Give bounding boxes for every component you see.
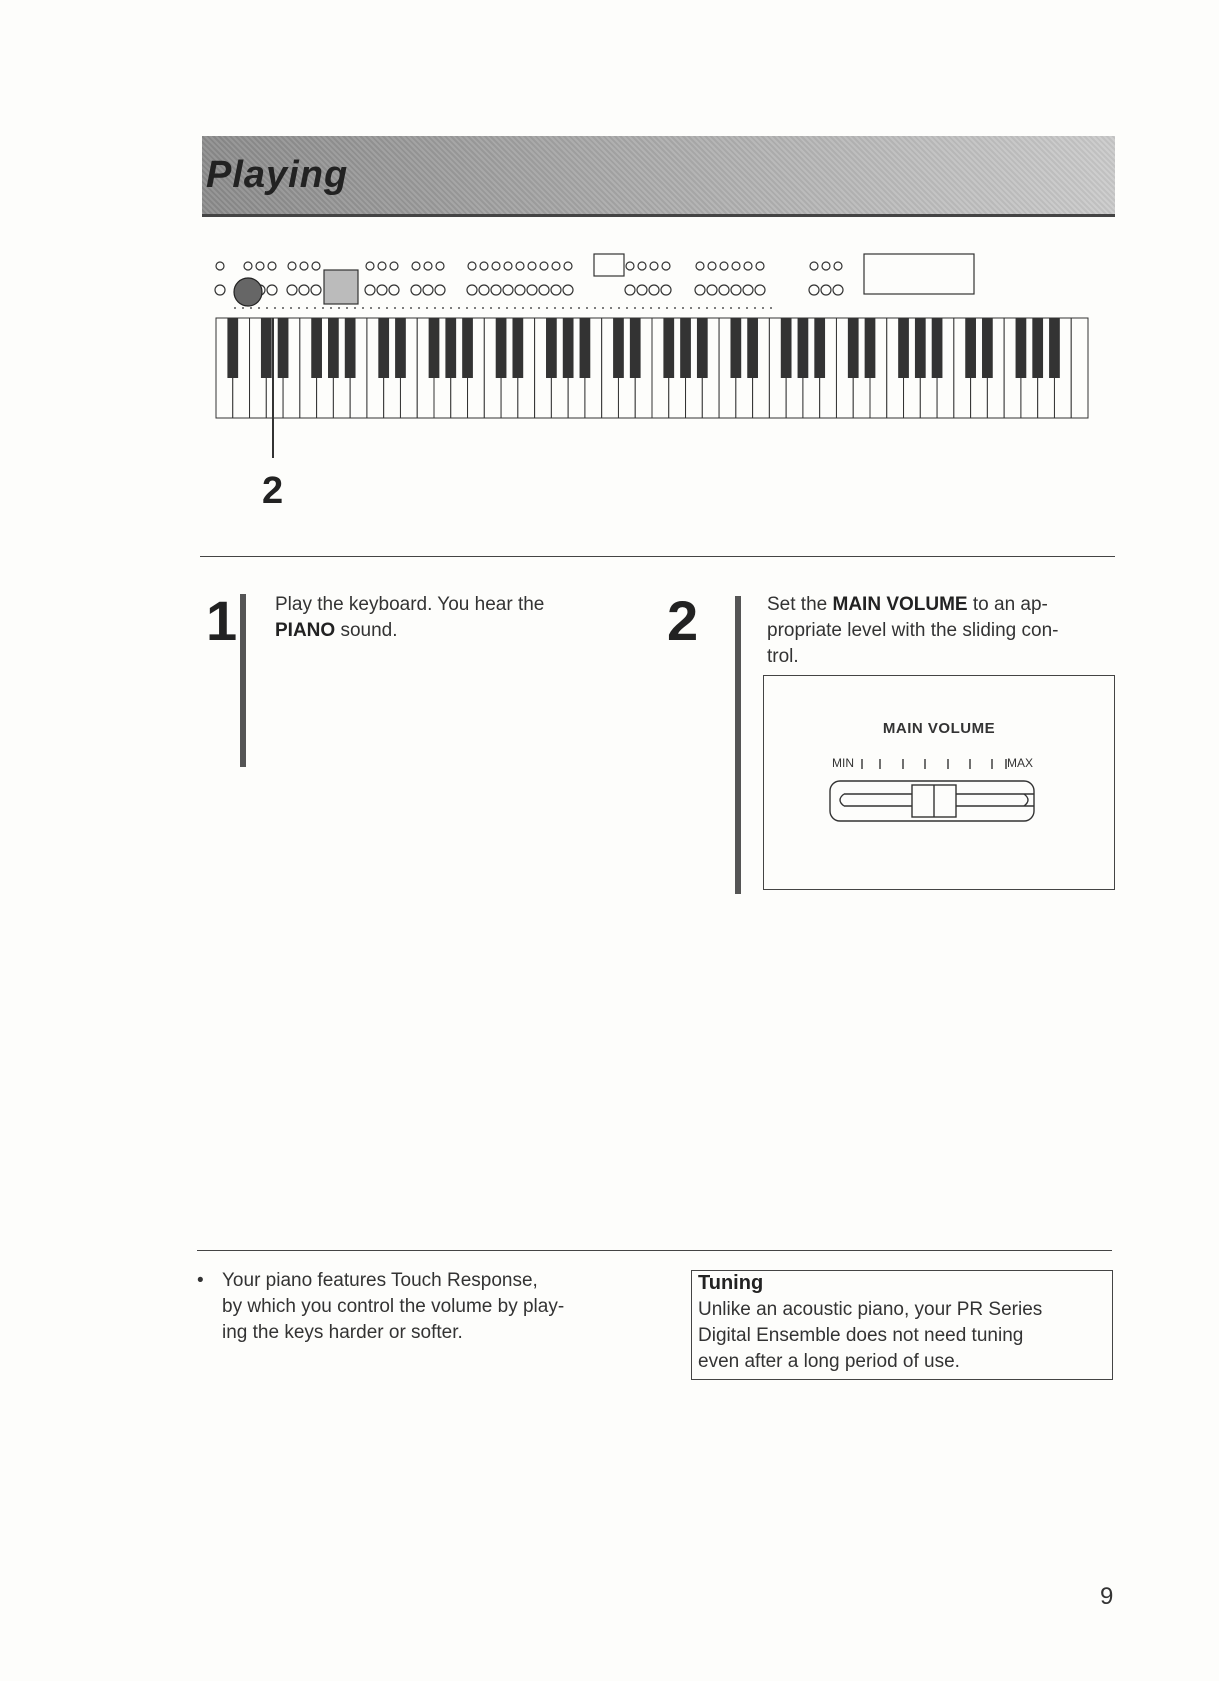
divider-top — [200, 556, 1115, 557]
step-2-line-2: propriate level with the sliding con- — [767, 620, 1059, 641]
volume-min-label: MIN — [832, 756, 854, 770]
black-key — [378, 318, 389, 378]
black-key — [311, 318, 322, 378]
black-key — [982, 318, 993, 378]
black-key — [1049, 318, 1060, 378]
piano-keys — [216, 318, 1088, 418]
panel-button — [256, 262, 264, 270]
black-key — [814, 318, 825, 378]
panel-button — [744, 262, 752, 270]
black-key — [261, 318, 272, 378]
panel-button — [834, 262, 842, 270]
panel-button — [436, 262, 444, 270]
panel-button — [821, 285, 831, 295]
panel-button — [244, 262, 252, 270]
step-1-number: 1 — [206, 589, 238, 652]
panel-button — [412, 262, 420, 270]
panel-button — [411, 285, 421, 295]
panel-button — [312, 262, 320, 270]
panel-display — [864, 254, 974, 294]
panel-button — [551, 285, 561, 295]
black-key — [865, 318, 876, 378]
panel-button — [366, 262, 374, 270]
black-key — [730, 318, 741, 378]
panel-button — [650, 262, 658, 270]
panel-button — [389, 285, 399, 295]
volume-slider-graphic — [824, 756, 1064, 836]
step-1-text — [275, 592, 615, 644]
panel-button — [492, 262, 500, 270]
panel-button — [267, 285, 277, 295]
panel-button — [563, 285, 573, 295]
panel-button — [423, 285, 433, 295]
black-key — [848, 318, 859, 378]
step-1-bar — [240, 594, 246, 767]
black-key — [663, 318, 674, 378]
panel-slider-block — [324, 270, 358, 304]
black-key — [429, 318, 440, 378]
step-2-bar — [735, 596, 741, 894]
divider-bottom — [197, 1250, 1112, 1251]
black-key — [278, 318, 289, 378]
panel-button — [731, 285, 741, 295]
panel-button — [528, 262, 536, 270]
black-key — [345, 318, 356, 378]
panel-button — [626, 262, 634, 270]
tuning-line-3: even after a long period of use. — [698, 1351, 960, 1372]
note-line-2: by which you control the volume by play- — [222, 1296, 565, 1317]
black-key — [898, 318, 909, 378]
panel-button — [564, 262, 572, 270]
panel-button — [662, 262, 670, 270]
panel-button — [424, 262, 432, 270]
panel-button — [756, 262, 764, 270]
piano-button-highlight — [234, 278, 262, 306]
tuning-line-2: Digital Ensemble does not need tuning — [698, 1325, 1024, 1346]
black-key — [781, 318, 792, 378]
black-key — [965, 318, 976, 378]
page-number: 9 — [1100, 1583, 1114, 1610]
step-2-text — [767, 592, 1117, 670]
note-bullet: • — [197, 1270, 204, 1291]
callout-line — [272, 318, 274, 458]
black-key — [747, 318, 758, 378]
panel-button — [435, 285, 445, 295]
panel-button — [552, 262, 560, 270]
main-volume-figure — [763, 675, 1115, 890]
panel-display — [594, 254, 624, 276]
panel-button — [822, 262, 830, 270]
panel-button — [695, 285, 705, 295]
panel-button — [288, 262, 296, 270]
black-key — [915, 318, 926, 378]
step-2-line-1b: to an ap- — [967, 594, 1048, 615]
panel-button — [503, 285, 513, 295]
panel-button — [625, 285, 635, 295]
panel-button — [755, 285, 765, 295]
tuning-body — [698, 1297, 1098, 1375]
panel-button — [216, 262, 224, 270]
callout-number: 2 — [262, 470, 284, 512]
panel-button — [743, 285, 753, 295]
black-key — [580, 318, 591, 378]
panel-button — [720, 262, 728, 270]
black-key — [1016, 318, 1027, 378]
control-panel — [215, 254, 974, 308]
keyboard-illustration — [214, 252, 1094, 422]
panel-button — [707, 285, 717, 295]
main-volume-title: MAIN VOLUME — [882, 720, 996, 737]
step-2-line-3: trol. — [767, 646, 799, 667]
panel-button — [833, 285, 843, 295]
panel-button — [516, 262, 524, 270]
black-key — [395, 318, 406, 378]
tuning-box — [691, 1270, 1113, 1380]
panel-button — [637, 285, 647, 295]
black-key — [798, 318, 809, 378]
panel-button — [300, 262, 308, 270]
panel-button — [311, 285, 321, 295]
panel-button — [527, 285, 537, 295]
panel-button — [810, 262, 818, 270]
panel-button — [504, 262, 512, 270]
note-line-1: Your piano features Touch Response, — [222, 1270, 538, 1291]
panel-button — [491, 285, 501, 295]
panel-button — [215, 285, 225, 295]
panel-button — [540, 262, 548, 270]
piano-keyword: PIANO — [275, 620, 336, 641]
black-key — [680, 318, 691, 378]
black-key — [932, 318, 943, 378]
step-1-line-1: Play the keyboard. You hear the — [275, 594, 545, 615]
panel-button — [480, 262, 488, 270]
black-key — [546, 318, 557, 378]
section-banner — [202, 136, 1115, 217]
panel-button — [268, 262, 276, 270]
panel-button — [390, 262, 398, 270]
panel-button — [809, 285, 819, 295]
black-key — [328, 318, 339, 378]
main-volume-keyword: MAIN VOLUME — [832, 594, 968, 615]
tuning-title: Tuning — [698, 1272, 764, 1294]
panel-button — [539, 285, 549, 295]
panel-button — [378, 262, 386, 270]
panel-button — [696, 262, 704, 270]
black-key — [496, 318, 507, 378]
black-key — [1032, 318, 1043, 378]
white-key — [1071, 318, 1088, 418]
panel-button — [299, 285, 309, 295]
step-2-line-1a: Set the — [767, 594, 833, 615]
black-key — [613, 318, 624, 378]
black-key — [462, 318, 473, 378]
black-key — [227, 318, 238, 378]
panel-button — [638, 262, 646, 270]
panel-button — [377, 285, 387, 295]
step-2-number: 2 — [667, 589, 699, 652]
panel-button — [468, 262, 476, 270]
panel-button — [467, 285, 477, 295]
volume-max-label: MAX — [1007, 756, 1034, 770]
panel-button — [719, 285, 729, 295]
step-1-line-2: sound. — [335, 620, 398, 641]
panel-button — [649, 285, 659, 295]
panel-button — [515, 285, 525, 295]
panel-button — [661, 285, 671, 295]
panel-button — [708, 262, 716, 270]
panel-button — [287, 285, 297, 295]
touch-response-note — [197, 1268, 617, 1346]
black-key — [563, 318, 574, 378]
tuning-line-1: Unlike an acoustic piano, your PR Series — [698, 1299, 1043, 1320]
black-key — [630, 318, 641, 378]
panel-button — [732, 262, 740, 270]
section-title: Playing — [206, 154, 349, 196]
note-line-3: ing the keys harder or softer. — [222, 1322, 463, 1343]
panel-button — [479, 285, 489, 295]
black-key — [512, 318, 523, 378]
black-key — [697, 318, 708, 378]
black-key — [445, 318, 456, 378]
panel-button — [365, 285, 375, 295]
